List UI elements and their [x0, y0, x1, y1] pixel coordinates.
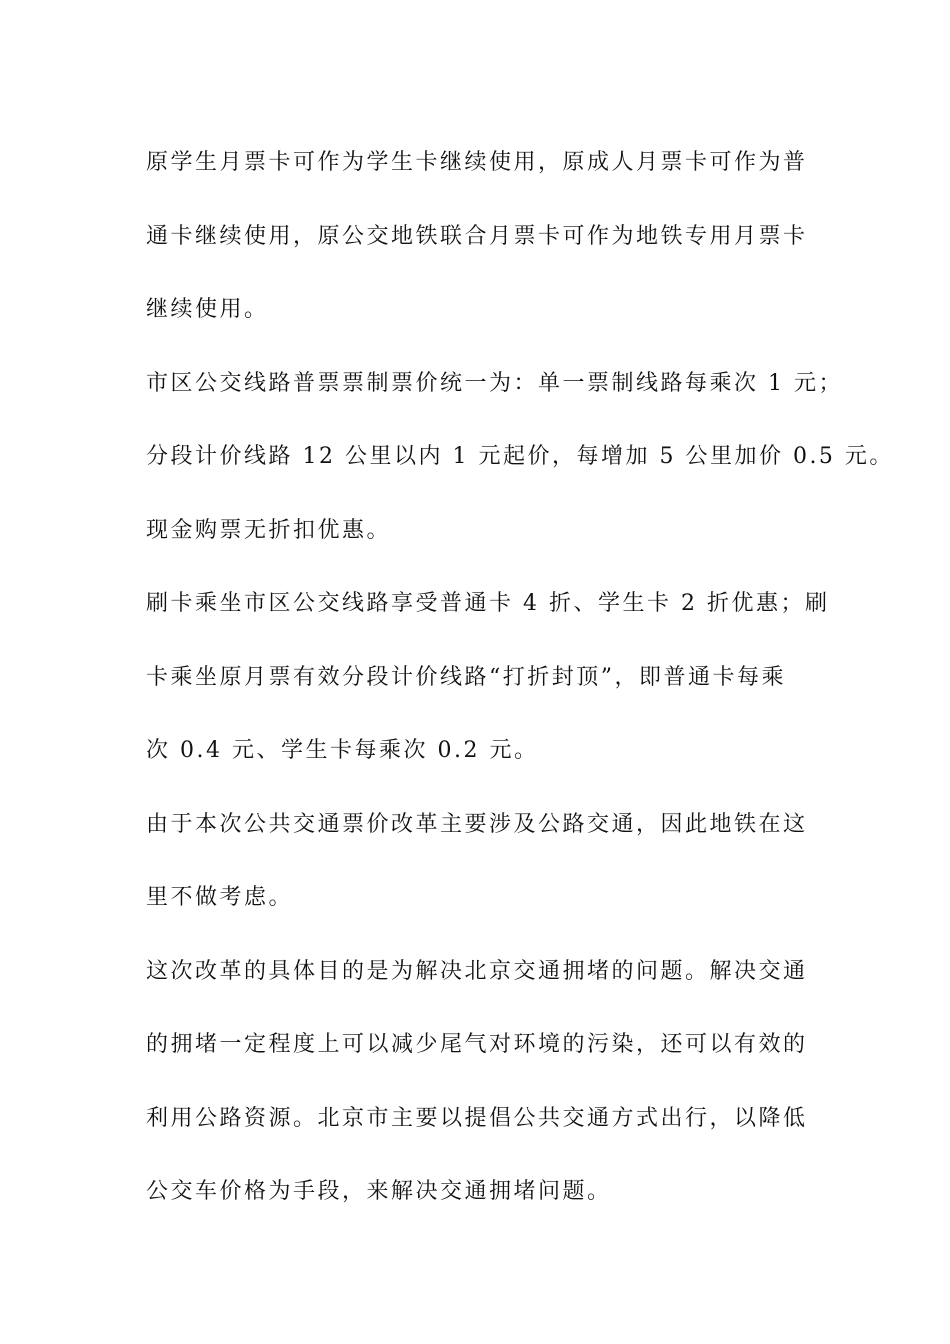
- paragraph-card-discount: [146, 567, 830, 788]
- text-line: 这次改革的具体目的是为解决北京交通拥堵的问题。解决交通: [146, 958, 808, 984]
- text-line: 市区公交线路普票票制票价统一为：单一票制线路每乘次 1 元；: [146, 370, 843, 396]
- text-line: 公交车价格为手段，来解决交通拥堵问题。: [146, 1179, 612, 1204]
- text-line: 利用公路资源。北京市主要以提倡公共交通方式出行，以降低: [146, 1105, 808, 1131]
- text-line: 通卡继续使用，原公交地铁联合月票卡可作为地铁专用月票卡: [146, 223, 808, 249]
- text-line: 原学生月票卡可作为学生卡继续使用，原成人月票卡可作为普: [146, 150, 808, 175]
- text-line: 分段计价线路 12 公里以内 1 元起价，每增加 5 公里加价 0.5 元。: [146, 444, 894, 469]
- text-line: 继续使用。: [146, 297, 269, 322]
- text-line: 卡乘坐原月票有效分段计价线路“打折封顶”，即普通卡每乘: [146, 664, 786, 690]
- text-line: 的拥堵一定程度上可以减少尾气对环境的污染，还可以有效的: [146, 1032, 808, 1057]
- text-line: 刷卡乘坐市区公交线路享受普通卡 4 折、学生卡 2 折优惠；刷: [146, 591, 830, 616]
- paragraph-student-card: [146, 126, 816, 347]
- paragraph-reform-purpose: [146, 935, 816, 1229]
- paragraph-fare-price: [146, 347, 894, 568]
- text-line: 现金购票无折扣优惠。: [146, 517, 392, 543]
- text-line: 里不做考虑。: [146, 885, 294, 910]
- document-body: [146, 126, 894, 1229]
- text-line: 由于本次公共交通票价改革主要涉及公路交通，因此地铁在这: [146, 811, 808, 837]
- paragraph-subway-note: [146, 788, 816, 935]
- text-line: 次 0.4 元、学生卡每乘次 0.2 元。: [146, 738, 539, 763]
